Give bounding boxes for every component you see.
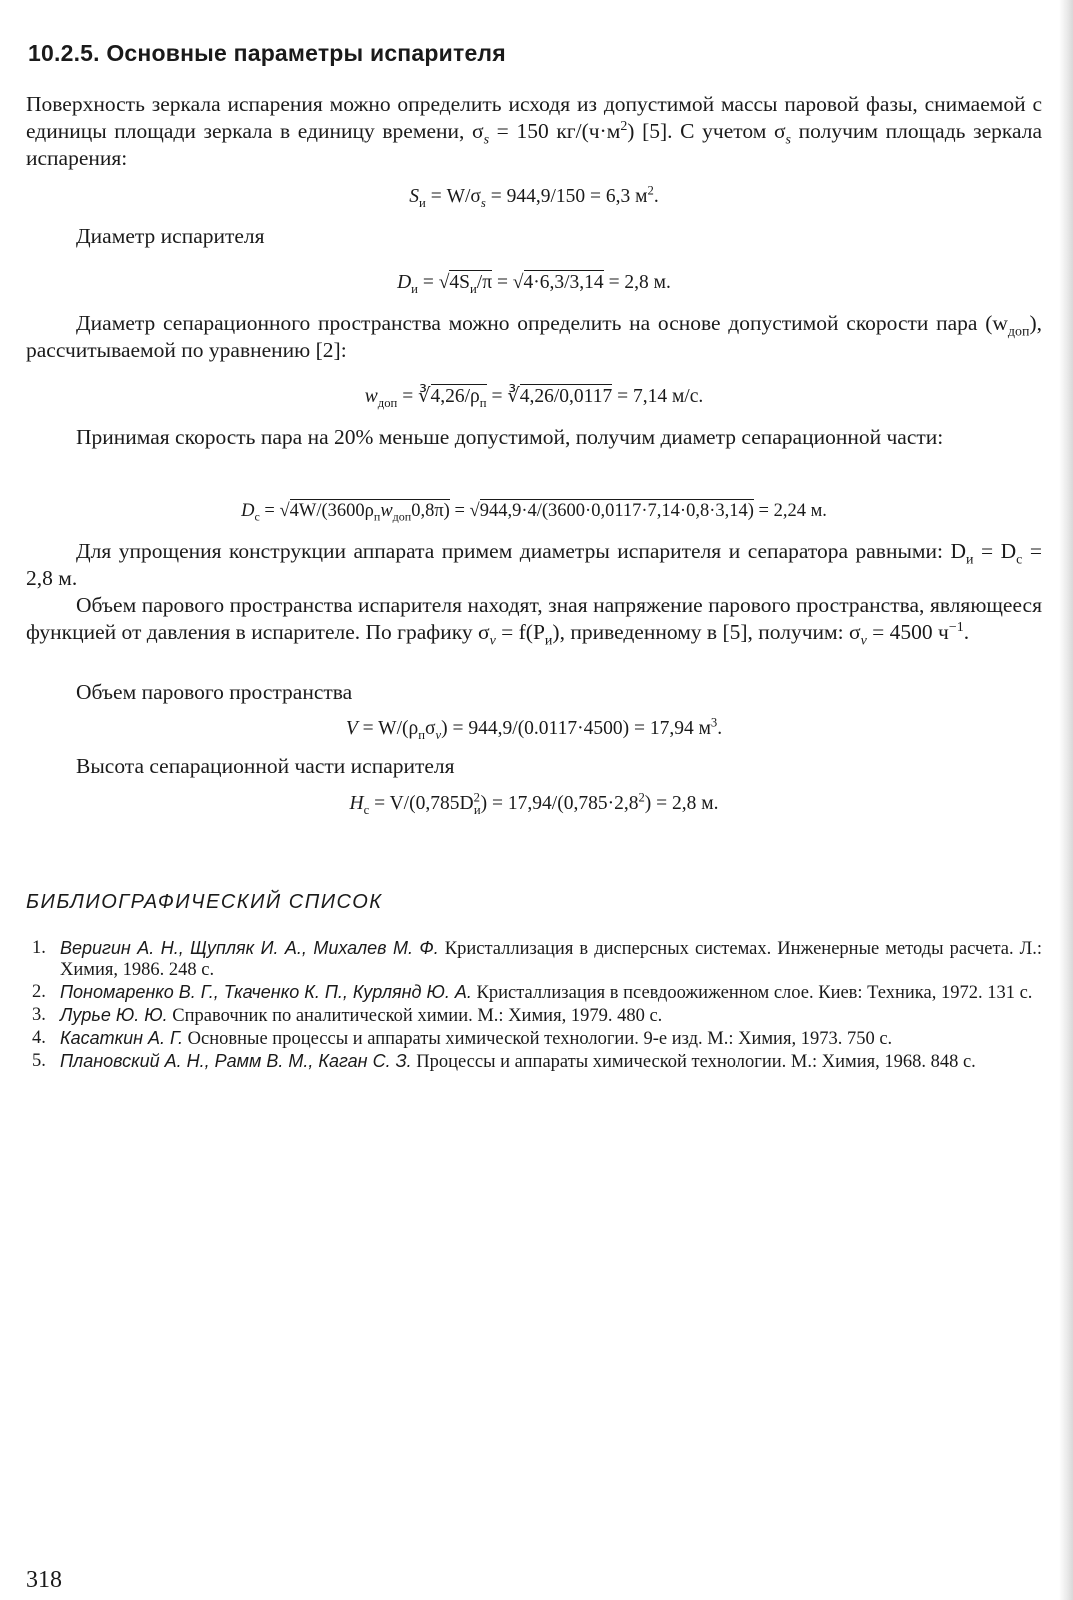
text-span: . [963,620,970,644]
paragraph-equal-diameters: Для упрощения конструкции аппарата примем диаметры испарителя и сепаратора равными: $D_и = D_с = 2,8$ м. [26,539,1042,590]
text-span: = 4500 ч [866,620,949,644]
text-span: ), приведенному в [5], получим: σ [552,620,861,644]
bibliography-item [26,1051,1042,1073]
paragraph-evaporator-diameter: Диаметр испарителя [76,224,265,248]
equation-separator-diameter: $D_c = √4W/(3600\rho_пw_{доп}0,8\pi) = √944,9\cdot 4/(3600\cdot 0,0117\cdot 7,14\cdot 0,8\cdot 3,14) = 2,24$ м. [241,501,827,524]
item-authors: Веригин А. Н., Щупляк И. А., Михалев М. Ф. [60,938,439,958]
item-number: 1. [32,938,46,958]
bibliography-item [26,1028,1042,1050]
equation-part: ) = 2,8 м. [644,793,719,814]
item-number: 5. [32,1051,46,1071]
text-span: Поверхность зеркала испарения можно определить исходя из допустимой массы паровой фазы, снимаемой с единицы площади зеркала в единицу времени, σ [26,92,1042,143]
equation-part: = W/(ρ [357,718,419,739]
equation-part: 4·6,3/3,14 [523,272,604,293]
equation-part: = 944,9/150 = 6,3 м [485,186,648,207]
equation-part: 4W/(3600ρ [289,501,374,521]
equation-steam-volume: $V = W/(\rho_п\sigma_v) = 944,9/(0.0117\cdot 4500) = 17,94$ $м^3$. [345,715,723,742]
equation-part: = 2,24 м. [753,501,827,521]
paragraph-separation-height: Высота сепарационной части испарителя [76,754,455,778]
item-text: Кристаллизация в псевдоожиженном слое. Киев: Техника, 1972. 131 с. [471,983,1033,1003]
text-span: ), рассчитываемой по уравнению [2]: [26,311,1042,362]
item-text: Основные процессы и аппараты химической технологии. 9-е изд. М.: Химия, 1973. 750 с. [183,1029,893,1049]
item-authors: Плановский А. Н., Рамм В. М., Каган С. З. [60,1051,412,1071]
equation-part: = W/σ [425,186,481,207]
text-span: Для упрощения конструкции аппарата примем диаметры испарителя и сепаратора равными: D [76,539,967,563]
item-text: Кристаллизация в дисперсных системах. Инженерные методы расчета. Л.: Химия, 1986. 248 с. [60,939,1042,980]
equation-part: = 7,14 м/с. [612,386,704,407]
bibliography-item [26,1005,1042,1027]
item-authors: Пономаренко В. Г., Ткаченко К. П., Курлянд Ю. А. [60,982,472,1002]
text-span: = 150 кг/(ч·м [489,119,621,143]
equation-evaporator-diameter: $D_и = √4S_и/\pi = √4\cdot 6,3/3,14 = 2,8$ м. [397,272,671,296]
page-number: 318 [26,1567,62,1593]
bibliography-title: БИБЛИОГРАФИЧЕСКИЙ СПИСОК [26,891,383,913]
equation-part: /π [476,272,493,293]
equation-part: = V/(0,785D [369,793,474,814]
equation-part: ) = 17,94/(0,785·2,8 [480,793,639,814]
text-span: Объем парового пространства испарителя находят, зная напряжение парового пространства, являющееся функцией от давления в испарителе. По графику σ [26,593,1042,644]
item-text: Справочник по аналитической химии. М.: Химия, 1979. 480 с. [167,1006,663,1026]
bibliography-list [26,938,1042,1074]
bibliography-item [26,982,1042,1004]
text-span: ) [5]. С учетом σ [627,119,786,143]
text-span: Диаметр сепарационного пространства можно определить на основе допустимой скорости пара (w [76,311,1008,335]
equation-part: = 2,8 м. [603,272,671,293]
equation-part: 4,26/ρ [430,386,480,407]
equation-separation-height: $H_c = V/(0,785D^2_и) = 17,94/(0,785\cdot 2,8^2) = 2,8$ м. [349,790,719,817]
bibliography-item [26,938,1042,981]
item-authors: Касаткин А. Г. [60,1028,184,1048]
item-number: 3. [32,1005,46,1025]
page-edge-shadow [1059,0,1073,1600]
paragraph-evaporation-surface: Поверхность зеркала испарения можно определить исходя из допустимой массы паровой фазы, снимаемой с единицы площади зеркала в единицу времени, $\sigma_s = 150$ $кг/(ч\cdot м^2)$ [5]. С учетом $\sigma_s$ получим площадь зеркала испарения: [26,92,1043,170]
item-text: Процессы и аппараты химической технологии. М.: Химия, 1968. 848 с. [411,1052,976,1072]
paragraph-steam-volume: Объем парового пространства испарителя находят, зная напряжение парового пространства, являющееся функцией от давления в испарителе. По графику $\sigma_v = f(P_и)$, приведенному в [5], получим: $\sigma_v = 4500$ $ч^{-1}$. [26,593,1042,649]
item-number: 2. [32,982,46,1002]
equation-part: 0,8π) [411,501,450,521]
text-span: получим площадь зеркала испарения: [26,119,1043,170]
equation-part: 4S [449,272,471,293]
equation-allowable-velocity: $w_{доп}$ = $∛4,26/\rho_п$ = ∛4,26/0,0117 = 7,14 м/с. [364,386,704,410]
equation-part: 4,26/0,0117 [519,386,613,407]
section-heading: 10.2.5. Основные параметры испарителя [28,40,506,66]
text-span: = D [973,539,1017,563]
equation-part: 944,9·4/(3600·0,0117·7,14·0,8·3,14) [479,501,754,521]
paragraph-steam-space-volume: Объем парового пространства [76,680,353,704]
paragraph-separation-space: Диаметр сепарационного пространства можно определить на основе допустимой скорости пара $(w_{доп})$, рассчитываемой по уравнению [2]: [26,311,1042,362]
item-number: 4. [32,1028,46,1048]
text-span: = f(P [495,620,545,644]
text-span: = 2,8 м. [26,539,1042,590]
equation-mirror-area: $S_и = W/\sigma_s = 944,9/150 = 6,3$ $м^2$. [409,183,659,210]
equation-part: ) = 944,9/(0.0117·4500) = 17,94 м [441,718,711,739]
paragraph-separation-diameter: Принимая скорость пара на 20% меньше допустимой, получим диаметр сепарационной части: [76,425,944,449]
item-authors: Лурье Ю. Ю. [60,1005,168,1025]
